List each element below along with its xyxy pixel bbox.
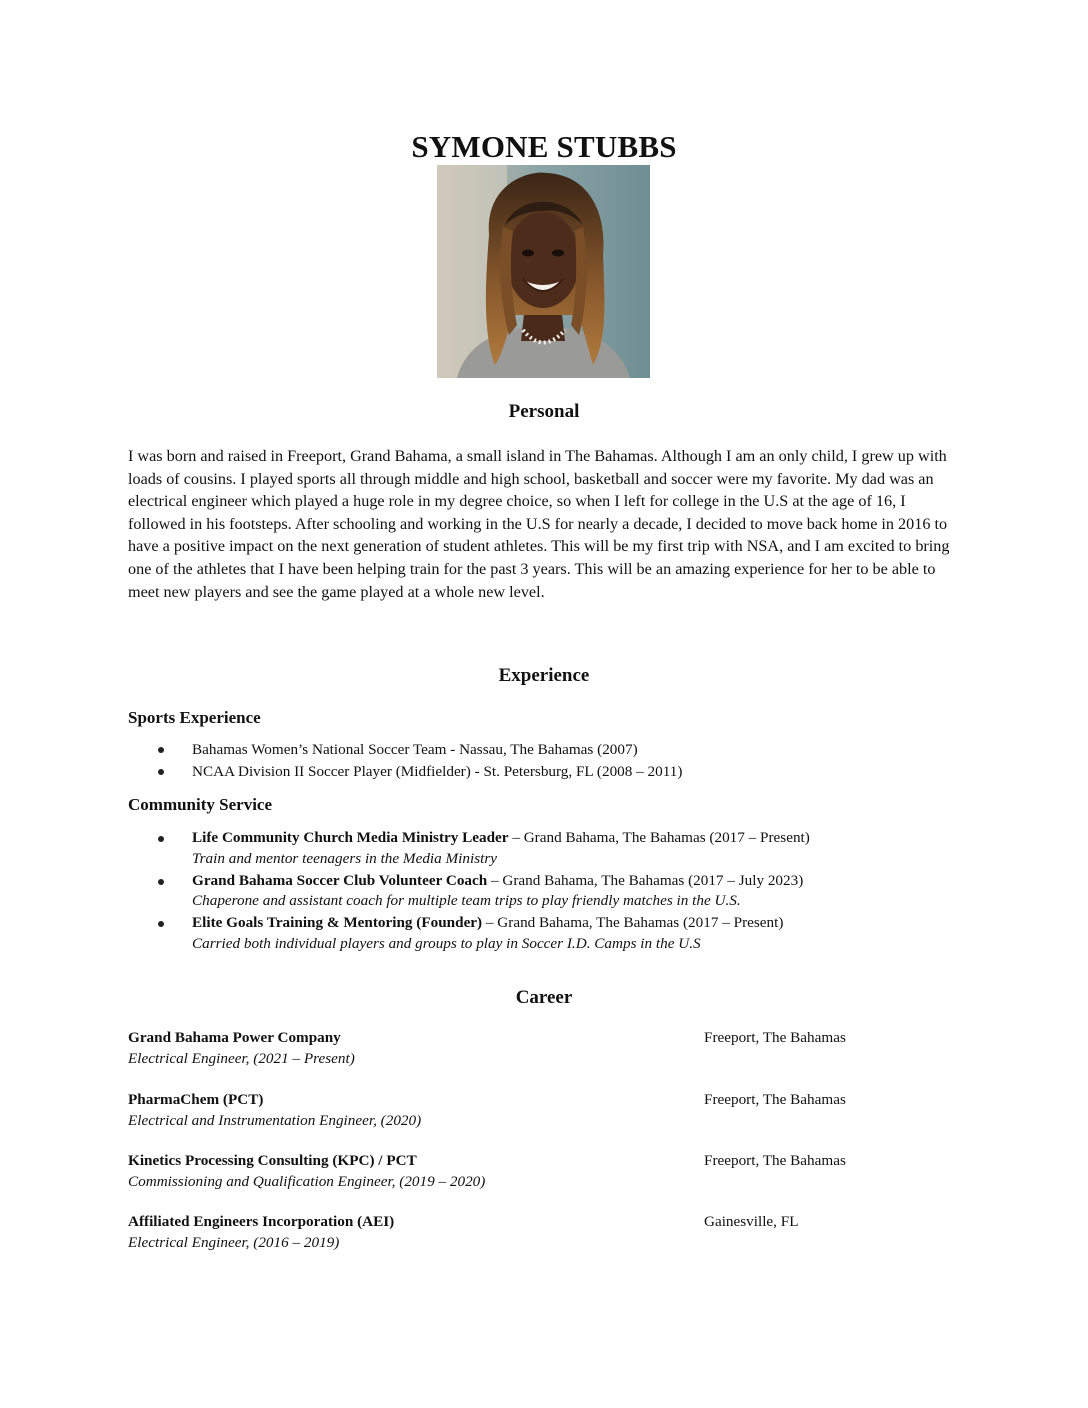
profile-photo <box>437 165 650 378</box>
job-role: Electrical Engineer, (2021 – Present) <box>128 1049 355 1067</box>
section-title-personal: Personal <box>508 401 580 422</box>
job-company: Kinetics Processing Consulting (KPC) / PCT <box>128 1152 417 1169</box>
bullet-icon <box>158 879 164 885</box>
job-location: Freeport, The Bahamas <box>704 1152 846 1169</box>
section-title-career: Career <box>515 987 573 1008</box>
list-item <box>158 913 958 954</box>
community-details: – Grand Bahama, The Bahamas (2017 – Present) <box>482 914 784 931</box>
community-details: – Grand Bahama, The Bahamas (2017 – July 2023) <box>487 871 804 889</box>
job-location: Gainesville, FL <box>704 1213 799 1230</box>
community-description: Train and mentor teenagers in the Media Ministry <box>192 849 497 867</box>
list-item-text: NCAA Division II Soccer Player (Midfielder) - St. Petersburg, FL (2008 – 2011) <box>192 763 683 780</box>
community-role: Elite Goals Training & Mentoring (Founder) <box>192 914 483 931</box>
community-description: Chaperone and assistant coach for multiple team trips to play friendly matches in the U.S. <box>192 892 741 909</box>
bullet-icon <box>158 747 164 753</box>
job-location: Freeport, The Bahamas <box>704 1091 846 1108</box>
community-description: Carried both individual players and groups to play in Soccer I.D. Camps in the U.S <box>192 934 701 952</box>
bullet-icon <box>158 921 164 927</box>
list-item-text: Bahamas Women’s National Soccer Team - Nassau, The Bahamas (2007) <box>192 741 638 758</box>
job-location: Freeport, The Bahamas <box>704 1029 846 1046</box>
subsection-title-community: Community Service <box>128 795 273 814</box>
list-item <box>158 739 958 761</box>
list-item <box>158 828 958 869</box>
list-item <box>158 871 958 912</box>
subsection-title-sports: Sports Experience <box>128 708 261 727</box>
job-company: Grand Bahama Power Company <box>128 1029 341 1046</box>
sports-experience-list <box>158 739 958 783</box>
section-title-experience: Experience <box>498 665 590 686</box>
community-service-list <box>158 828 958 956</box>
resume-name: SYMONE STUBBS <box>411 129 677 164</box>
community-details: – Grand Bahama, The Bahamas (2017 – Present) <box>508 829 810 846</box>
job-company: Affiliated Engineers Incorporation (AEI) <box>128 1213 395 1230</box>
career-entry <box>128 1028 928 1069</box>
list-item <box>158 761 958 783</box>
community-role: Grand Bahama Soccer Club Volunteer Coach <box>192 871 488 889</box>
job-role: Electrical Engineer, (2016 – 2019) <box>128 1233 340 1251</box>
bullet-icon <box>158 836 164 842</box>
career-entry <box>128 1212 928 1253</box>
job-role: Electrical and Instrumentation Engineer, (2020) <box>128 1111 422 1129</box>
personal-paragraph: I was born and raised in Freeport, Grand Bahama, a small island in The Bahamas. Although I am an only child, I grew up with loads of cousins. I played sports all through middle and high school, basketball and soccer were my favorite. My dad was an electrical engineer which played a huge role in my degree choice, so when I left for college in the U.S at the age of 16, I followed in his footsteps. After schooling and working in the U.S for nearly a decade, I decided to move back home in 2016 to have a positive impact on the next generation of student athletes. This will be my first trip with NSA, and I am excited to bring one of the athletes that I have been helping train for the past 3 years. This will be an amazing experience for her to be able to meet new players and see the game played at a whole new level. <box>128 447 950 601</box>
career-entry <box>128 1151 928 1192</box>
job-role: Commissioning and Qualification Engineer, (2019 – 2020) <box>128 1172 486 1190</box>
career-entry <box>128 1090 928 1131</box>
bullet-icon <box>158 769 164 775</box>
job-company: PharmaChem (PCT) <box>128 1091 264 1108</box>
community-role: Life Community Church Media Ministry Leader <box>192 829 509 846</box>
